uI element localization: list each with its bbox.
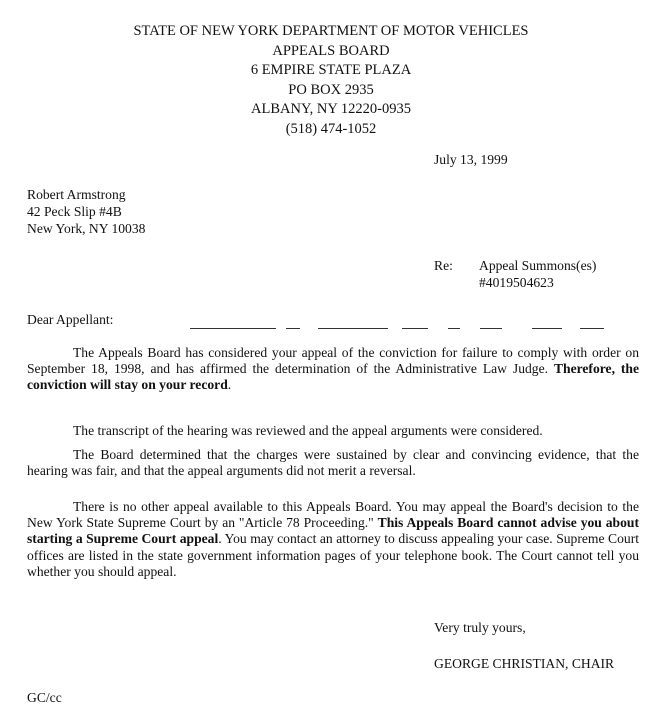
phone-number: (518) 474-1052 [285,120,377,137]
scan-artifact-line [180,325,620,331]
recipient-street: 42 Peck Slip #4B [27,204,122,219]
board-name: APPEALS BOARD [272,42,390,59]
p4-bold: This Appeals Board cannot advise you about starting a Supreme Court appeal [27,515,639,547]
summons-number: #4019504623 [479,274,554,290]
p4-end: . You may contact an attorney to discuss appealing your case. Supreme Court offices are listed in the state government information pages of your telephone book. The Court cannot tell you whether you should appeal. [27,531,639,579]
p3-text: The Board determined that the charges were sustained by clear and convincing evidence, that the hearing was fair, and that the appeal arguments did not merit a reversal. [27,447,639,479]
closing: Very truly yours, [434,620,526,635]
p2-text: The transcript of the hearing was reviewed and the appeal arguments were considered. [73,423,543,438]
recipient-name: Robert Armstrong [27,187,126,202]
re-value [479,258,596,291]
signer-name: GEORGE CHRISTIAN, CHAIR [434,656,615,671]
re-subject: Appeal Summons(es) [479,258,597,273]
salutation: Dear Appellant: [27,312,114,327]
recipient-address [27,186,145,237]
city-state-zip: ALBANY, NY 12220-0935 [251,101,411,117]
recipient-city: New York, NY 10038 [27,221,146,236]
p4-text: There is no other appeal available to this Appeals Board. You may appeal the Board's decision to the New York State Supreme Court by an "Article 78 Proceeding." [27,499,639,531]
agency-name: STATE OF NEW YORK DEPARTMENT OF MOTOR VEHICLES [133,23,529,39]
re-label: Re: [434,258,453,273]
letterhead [0,22,662,139]
paragraph-further-appeal [27,499,639,580]
paragraph-transcript [27,423,639,439]
p1-bold: Therefore, the conviction will stay on your record [27,361,639,393]
po-box: PO BOX 2935 [288,81,374,98]
street-address: 6 EMPIRE STATE PLAZA [250,62,412,78]
paragraph-determination [27,447,639,479]
p1-text: The Appeals Board has considered your appeal of the conviction for failure to comply with order on September 18, 1998, and has affirmed the determination of the Administrative Law Judge. [27,345,639,377]
paragraph-conviction [27,345,639,394]
p1-end: . [227,377,232,393]
typist-initials: GC/cc [27,690,62,705]
letter-date: July 13, 1999 [434,152,508,167]
